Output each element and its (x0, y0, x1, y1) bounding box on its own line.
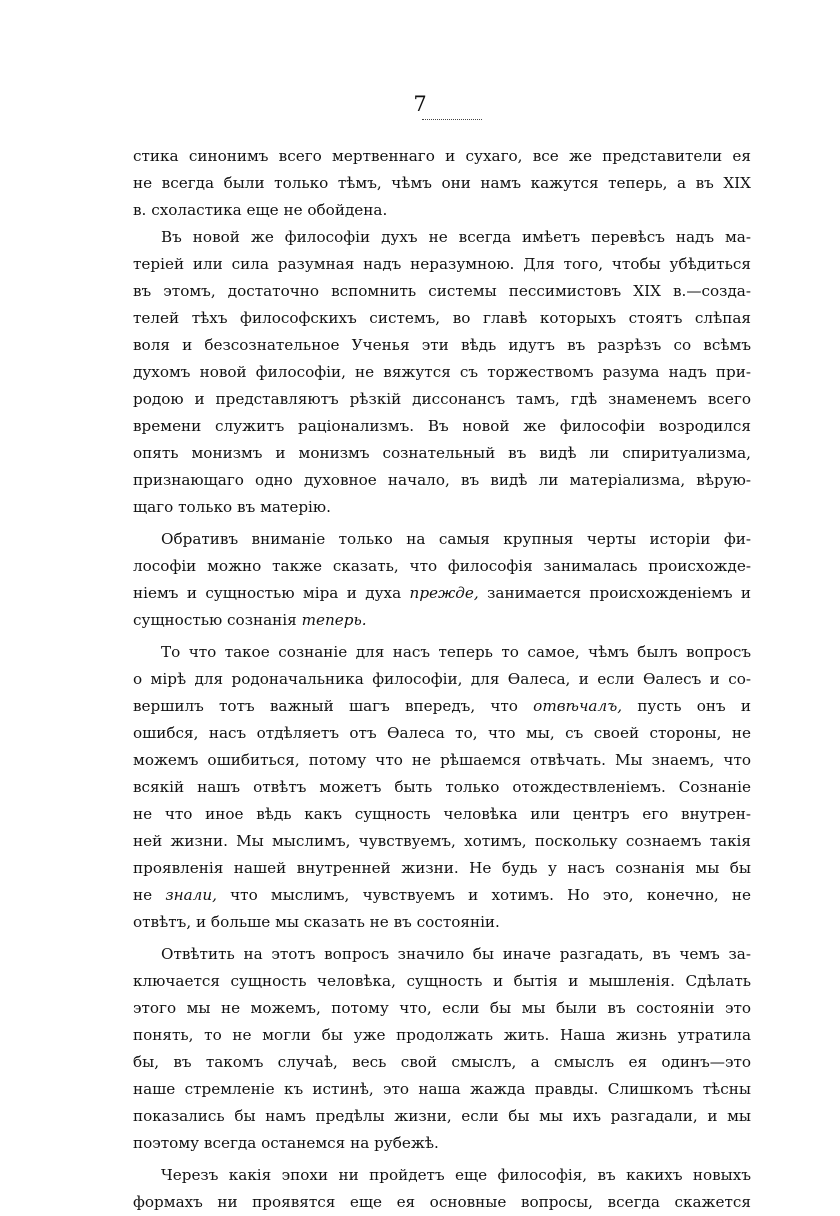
text-line: можемъ ошибиться, потому что не рѣшаемся отвѣчать. Мы знаемъ, что (133, 751, 751, 769)
text-line: въ этомъ, достаточно вспомнить системы пессимистовъ XIX в.—созда- (133, 282, 751, 300)
text-line: родою и представляютъ рѣзкій диссонансъ тамъ, гдѣ знаменемъ всего (133, 390, 751, 408)
text-line: воля и безсознательное Ученья эти вѣдь идутъ въ разрѣзъ со всѣмъ (133, 336, 751, 354)
text-line: ключается сущность человѣка, сущность и бытія и мышленія. Сдѣлать (133, 972, 751, 990)
text-line: бы, въ такомъ случаѣ, весь свой смыслъ, а смыслъ ея одинъ—это (133, 1053, 751, 1071)
text-line: духомъ новой философіи, не вяжутся съ торжествомъ разума надъ при- (133, 363, 751, 381)
text-line (133, 580, 751, 607)
text-line: То что такое сознаніе для насъ теперь то самое, чѣмъ былъ вопросъ (161, 643, 751, 661)
text-line: проявленія нашей внутренней жизни. Не будь у насъ сознанія мы бы (133, 859, 751, 877)
text-line: Обративъ вниманіе только на самыя крупныя черты исторіи фи- (161, 530, 751, 548)
text-run: занимается происхожденіемъ и (487, 584, 751, 602)
text-run: сущностью сознанія (133, 611, 297, 629)
text-line: Въ новой же философіи духъ не всегда имѣетъ перевѣсъ надъ ма- (161, 228, 751, 246)
text-line: опять монизмъ и монизмъ сознательный въ видѣ ли спиритуализма, (133, 444, 751, 462)
text-line: ней жизни. Мы мыслимъ, чувствуемъ, хотимъ, поскольку сознаемъ такія (133, 832, 751, 850)
text-line: теріей или сила разумная надъ неразумною. Для того, чтобы убѣдиться (133, 255, 751, 273)
text-line: поэтому всегда останемся на рубежѣ. (133, 1134, 439, 1152)
text-line: не что иное вѣдь какъ сущность человѣка или центръ его внутрен- (133, 805, 751, 823)
text-line: телей тѣхъ философскихъ системъ, во главѣ которыхъ стоятъ слѣпая (133, 309, 751, 327)
text-line: наше стремленіе къ истинѣ, это наша жажда правды. Слишкомъ тѣсны (133, 1080, 751, 1098)
text-line: в. схоластика еще не обойдена. (133, 201, 388, 219)
text-run: что мыслимъ, чувствуемъ и хотимъ. Но это, конечно, не (230, 886, 751, 904)
body-text (133, 143, 751, 1216)
text-line: времени служитъ раціонализмъ. Въ новой же философіи возродился (133, 417, 751, 435)
text-run: пусть онъ и (637, 697, 751, 715)
italic-run: прежде, (409, 584, 479, 602)
text-line: о мірѣ для родоначальника философіи, для Ѳалеса, и если Ѳалесъ и со- (133, 670, 751, 688)
text-line: стика синонимъ всего мертвеннаго и сухаго, все же представители ея (133, 147, 751, 165)
text-run: не (133, 886, 153, 904)
italic-run: знали, (165, 886, 217, 904)
text-line: всякій нашъ отвѣтъ можетъ быть только отождествленіемъ. Сознаніе (133, 778, 751, 796)
text-line: этого мы не можемъ, потому что, если бы мы были въ состояніи это (133, 999, 751, 1017)
italic-run: отвѣчалъ, (533, 697, 623, 715)
text-line: признающаго одно духовное начало, въ видѣ ли матеріализма, вѣрую- (133, 471, 751, 489)
page-number-rule (422, 119, 482, 120)
text-line: щаго только въ матерію. (133, 498, 331, 516)
text-line: не всегда были только тѣмъ, чѣмъ они намъ кажутся теперь, а въ XIX (133, 174, 751, 192)
text-run: вершилъ тотъ важный шагъ впередъ, что (133, 697, 518, 715)
text-line (133, 607, 751, 634)
text-line: Отвѣтить на этотъ вопросъ значило бы иначе разгадать, въ чемъ за- (161, 945, 751, 963)
text-line: лософіи можно также сказать, что философія занималась происхожде- (133, 557, 751, 575)
text-run: ніемъ и сущностью міра и духа (133, 584, 402, 602)
text-line: формахъ ни проявятся еще ея основные вопросы, всегда скажется (133, 1193, 751, 1211)
italic-run: теперь. (301, 611, 367, 629)
text-line (133, 693, 751, 720)
text-line: отвѣтъ, и больше мы сказать не въ состояніи. (133, 913, 500, 931)
page-number: 7 (413, 92, 427, 116)
text-line (133, 882, 751, 909)
text-line: Черезъ какія эпохи ни пройдетъ еще философія, въ какихъ новыхъ (161, 1166, 751, 1184)
text-line: показались бы намъ предѣлы жизни, если бы мы ихъ разгадали, и мы (133, 1107, 751, 1125)
text-line: ошибся, насъ отдѣляетъ отъ Ѳалеса то, что мы, съ своей стороны, не (133, 724, 751, 742)
text-line: понять, то не могли бы уже продолжать жить. Наша жизнь утратила (133, 1026, 751, 1044)
